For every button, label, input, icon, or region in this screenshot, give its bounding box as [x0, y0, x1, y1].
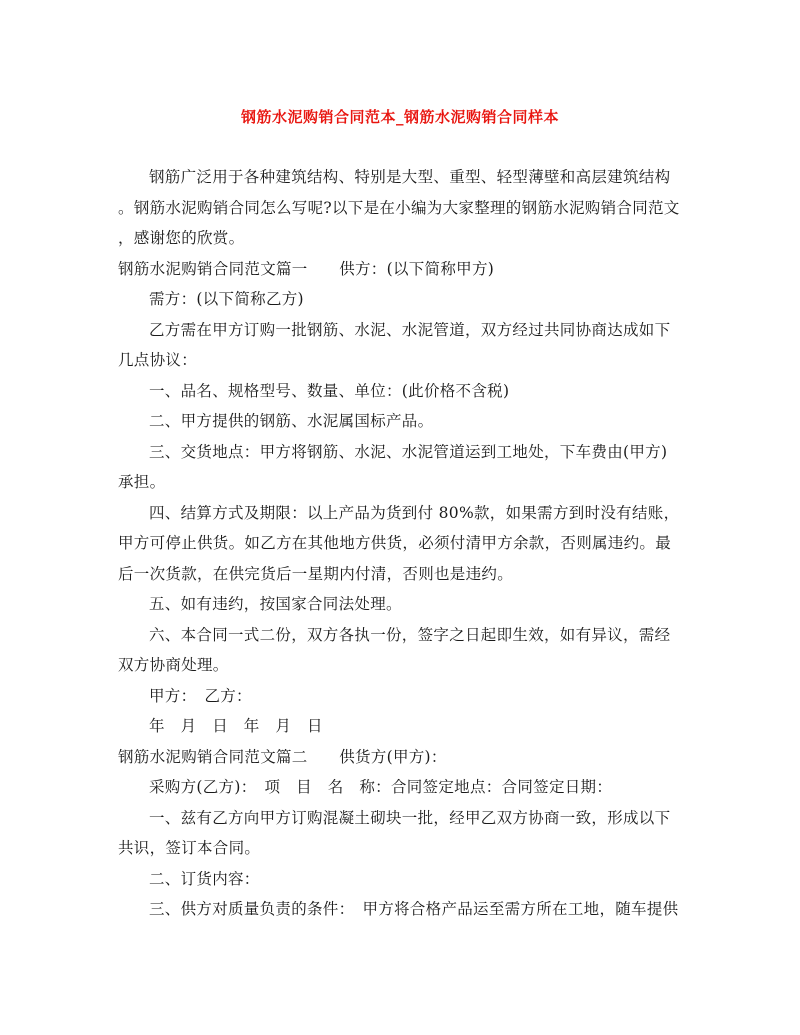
document-body: [118, 162, 688, 925]
clause-line: 三、交货地点：甲方将钢筋、水泥、水泥管道运到工地处，下车费由(甲方): [149, 442, 668, 461]
clause-line: 二、甲方提供的钢筋、水泥属国标产品。: [149, 412, 434, 430]
clause-line: 六、本合同一式二份，双方各执一份，签字之日起即生效，如有异议，需经: [149, 625, 671, 644]
body-line: 乙方需在甲方订购一批钢筋、水泥、水泥管道，双方经过共同协商达成如下: [149, 320, 671, 339]
body-line: 需方：(以下简称乙方): [149, 290, 304, 308]
body-line: 共识，签订本合同。: [118, 839, 261, 857]
section-heading-line: 钢筋水泥购销合同范文篇二 供货方(甲方)：: [118, 747, 447, 766]
clause-line: 一、品名、规格型号、数量、单位：(此价格不含税): [149, 381, 510, 400]
body-line: 承担。: [118, 473, 166, 491]
clause-line: 一、兹有乙方向甲方订购混凝土砌块一批，经甲乙双方协商一致，形成以下: [149, 808, 671, 827]
date-line: 年 月 日 年 月 日: [149, 717, 323, 735]
body-line: ，感谢您的欣赏。: [118, 229, 245, 247]
body-line: 采购方(乙方)： 项 目 名 称：合同签定地点：合同签定日期：: [149, 778, 613, 796]
clause-line: 三、供方对质量负责的条件： 甲方将合格产品运至需方所在工地，随车提供: [149, 900, 679, 918]
body-line: 甲方可停止供货。如乙方在其他地方供货，必须付清甲方余款，否则属违约。最: [118, 534, 672, 552]
body-line: 双方协商处理。: [118, 656, 229, 674]
body-line: 几点协议：: [118, 351, 198, 369]
document-title: 钢筋水泥购销合同范本_钢筋水泥购销合同样本: [240, 108, 559, 126]
clause-line: 四、结算方式及期限：以上产品为货到付 80%款，如果需方到时没有结账，: [149, 503, 680, 522]
clause-line: 五、如有违约，按国家合同法处理。: [149, 595, 402, 613]
body-line: 后一次货款，在供完货后一星期内付清，否则也是违约。: [118, 564, 514, 583]
section-heading-line: 钢筋水泥购销合同范文篇一 供方：(以下简称甲方): [118, 259, 495, 278]
body-line: 。钢筋水泥购销合同怎么写呢?以下是在小编为大家整理的钢筋水泥购销合同范文: [118, 198, 680, 217]
body-line: 钢筋广泛用于各种建筑结构、特别是大型、重型、轻型薄壁和高层建筑结构: [149, 168, 671, 186]
clause-line: 二、订货内容：: [149, 869, 260, 888]
signature-line: 甲方： 乙方：: [149, 686, 252, 705]
